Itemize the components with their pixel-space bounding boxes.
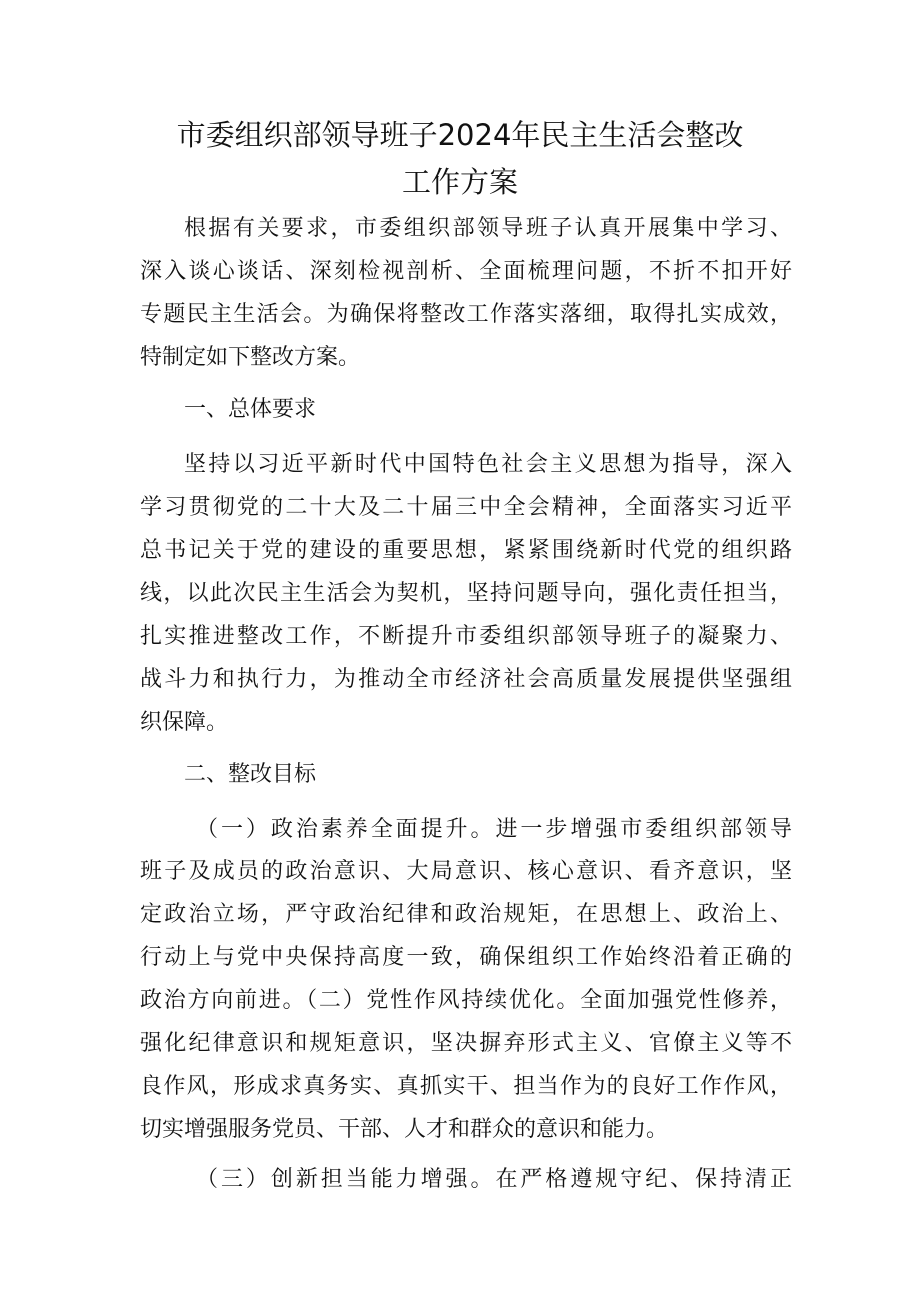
intro-line: 深入谈心谈话、深刻检视剖析、全面梳理问题，不折不扣开好 [140,259,792,284]
section2-line: 定政治立场，严守政治纪律和政治规矩，在思想上、政治上、 [140,902,792,927]
intro-line: 特制定如下整改方案。 [140,345,361,370]
document-title-line-2: 工作方案 [401,165,518,199]
section1-line: 线，以此次民主生活会为契机，坚持问题导向，强化责任担当， [140,581,792,606]
section2-line: （一）政治素养全面提升。进一步增强市委组织部领导 [196,817,792,842]
section2-line: 切实增强服务党员、干部、人才和群众的意识和能力。 [140,1117,669,1142]
section2-line: 行动上与党中央保持高度一致，确保组织工作始终沿着正确的 [140,945,792,970]
section2-item3-line: （三）创新担当能力增强。在严格遵规守纪、保持清正 [196,1167,792,1192]
section2-line: 强化纪律意识和规矩意识，坚决摒弃形式主义、官僚主义等不 [140,1031,792,1056]
section1-line: 总书记关于党的建设的重要思想，紧紧围绕新时代党的组织路 [140,538,792,563]
section-heading-rectification-goals: 二、整改目标 [184,762,317,787]
intro-line: 专题民主生活会。为确保将整改工作落实落细，取得扎实成效， [140,302,792,327]
section1-line: 扎实推进整改工作，不断提升市委组织部领导班子的凝聚力、 [140,624,792,649]
section-heading-general-requirements: 一、总体要求 [184,397,317,422]
section1-line: 坚持以习近平新时代中国特色社会主义思想为指导，深入 [184,452,792,477]
section2-line: 班子及成员的政治意识、大局意识、核心意识、看齐意识，坚 [140,859,792,884]
section1-line: 织保障。 [140,710,229,735]
section1-line: 战斗力和执行力，为推动全市经济社会高质量发展提供坚强组 [140,667,792,692]
section2-line: 政治方向前进。（二）党性作风持续优化。全面加强党性修养， [140,988,792,1013]
intro-line: 根据有关要求，市委组织部领导班子认真开展集中学习、 [184,216,792,241]
section2-line: 良作风，形成求真务实、真抓实干、担当作为的良好工作作风， [140,1074,792,1099]
document-title-line-1: 市委组织部领导班子2024年民主生活会整改 [176,118,744,152]
section1-line: 学习贯彻党的二十大及二十届三中全会精神，全面落实习近平 [140,495,792,520]
